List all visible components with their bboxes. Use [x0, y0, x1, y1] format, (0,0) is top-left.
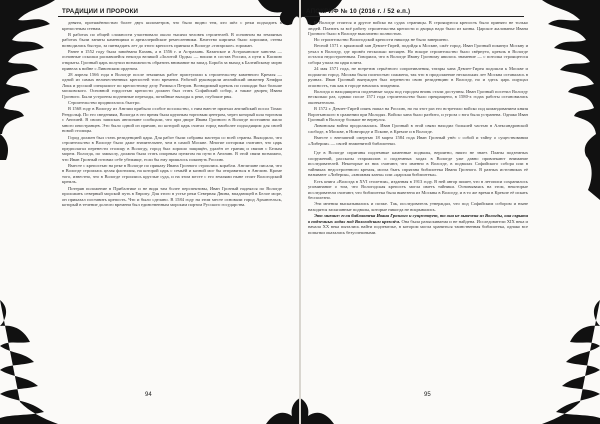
left-page-text [62, 20, 282, 392]
paragraph: Эти мнения высказывались и позже. Так, исследователь утверждал, что под Софийским собором и ныне находятся засыпанные подвалы, которые никогда не вскрывались. [308, 201, 528, 212]
page-number-right: 95 [424, 392, 431, 398]
paragraph: Весной 1571 г. крымский хан Девлет-Гирей, подойдя к Москве, сжёг город. Иван Грозный покинул Москву и уехал в Вологду, где провёл несколько месяцев. Но вскоре строительство было свёрнуто, кремль в Вологде остался недостроенным. Говорили, что в Вологде Ивану Грозному явилось знамение — с потолка строящегося собора упала на царя плита. [308, 43, 528, 66]
ornament-bottom-right-icon [540, 300, 600, 424]
emphasized-text: Это мнение: если библиотека Ивана Грозного и существует, то она не вывезена из Вологды, она скрыта в подземных ходах под Вологодским кремлём. [308, 212, 528, 224]
paragraph-closing: Она была разыскиваема и не найдена. Исследователи XIX века и начала XX века пытались найти подземелье, в котором могла храниться таинственная библиотека, однако все попытки оказались безуспешными. [308, 218, 528, 235]
paragraph: Потеряв положение в Прибалтике и не видя там более перспективы, Иван Грозный надеялся по Вологде проложить северный морской путь в Европу. Для этого в устье реки Северная Двина, впадающей в Белое море, он приказал поставить крепость. Что и было сделано. В 1584 году на этом месте основали город Архангельск, который в течение долгого времени был единственным морским портом Русского государства. [62, 185, 282, 208]
paragraph: Есть книга «Вологда в XVI столетии», изданная в 1913 году. В ней автор пишет, что в летописи сохранилось упоминание о том, что Вологодская крепость могла иметь тайники. Основываясь на этом, некоторые исследователи считают, что библиотека была вывезена из Москвы в Вологду, и в то же время в Кремле её искать бесполезно. [308, 178, 528, 201]
running-head-right: АПОКРИФ № 10 (2016 г. / 52 е.п.) [306, 8, 411, 15]
ornament-top-left-icon [0, 0, 70, 160]
paragraph: девяти, протяжённостью более двух километров, что было видно тем, кто шёл с реки подходить к крепостным стенам. [62, 20, 282, 31]
running-head-left: ТРАДИЦИИ И ПРОРОКИ [62, 8, 139, 15]
paragraph: Ливонская война продолжалась. Иван Грозный в этой связи находил большей частью в Александровской слободе, в Москве, в Новгороде и Пскове, в Кремле и в Вологде. [308, 123, 528, 134]
page-gutter [299, 0, 301, 424]
paragraph: Вологда и находящиеся подземные ходы под городом вновь стали доступны. Иван Грозный посетил Вологду несколько раз, однако после 1571 года строительство было прекращено, в 1580-х годах работы остановились окончательно. [308, 88, 528, 106]
paragraph: Ранее в 1552 году была завоёвана Казань, а в 1556 г. и Астрахань. Казанское и Астраханское ханства — основные осколки распавшейся некогда великой «Золотой Орды» — вошли в состав России, а пути к Каспию открыты. Грозный царь получил возможность обратить внимание на запад. Борьба за выход к Балтийскому морю привела к войне с Ливонским орденом. [62, 48, 282, 71]
ornament-bottom-left-icon [0, 300, 62, 424]
paragraph: Вместе с крепостью на реке в Вологде по приказу Ивана Грозного строились корабли. Англичане писали, что в Вологде строилась целая флотилия, на которой царь с семьёй и казной мог бы отправиться в Англию. Кроме того, известно, что в Вологде строились круглые суда, и на этом месте с его землями ныне стоит Вологодский кремль. [62, 162, 282, 185]
paragraph: 24 мая 1571 года, не встретив серьёзного сопротивления, татары хана Девлет-Гирея подошли к Москве и подожгли город. Москва была полностью сожжена, так что в продолжение нескольких лет Москва оставалась в руинах. Иван Грозный вынужден был перенести свою резиденцию в Вологду, но и здесь царь ощущал опасность, так как в городе началась эпидемия. [308, 66, 528, 88]
paragraph: Город должен был стать резиденцией царя. Для работ были собраны мастера со всей страны. Выходило, что строительство в Вологде было даже значительнее, чем в самой Москве. Многие историки считают, что царь предполагал перенести столицу в Вологду, город был хорошо защищён, удалён от границ и связан с Белым морем. Вологда, по замыслу, должна была стать опорным пунктом на пути в Англию. В этой связи возможно, что Иван Грозный готовил себе убежище, если бы ему пришлось покинуть Россию. [62, 134, 282, 162]
paragraph: В 1568 году в Вологду из Англии прибыло особое посольство, с ним вместе приехал английский посол Томас Рендольф. По его сведениям, Вологда в это время была крупным торговым центром, через который шла торговля с Англией. В своих записках англичане сообщали, что при дворе Ивана Грозного в Вологде постоянно жило много иностранцев. Это было одной из причин, по которой царь считал город наиболее подходящим для своей новой столицы. [62, 106, 282, 134]
paragraph: Но строительство Вологодской крепости никогда не было завершено. [314, 37, 449, 43]
ornament-top-right-icon [528, 0, 600, 200]
page-number-left: 94 [145, 392, 152, 398]
paragraph: Строительство продвигалось быстро. [68, 100, 141, 106]
paragraph [308, 213, 528, 235]
paragraph: 28 апреля 1566 года в Вологде после земляных работ приступили к строительству каменного Кремля — одной из самых величественных крепостей того времени. Работой руководили английский инженер Хемфри Локк и русский специалист по крепостному делу Размысл Петров. Возводимый кремль по площади был больше московского. Основной гордостью крепости должен был стать Софийский собор, а также дворец Ивана Грозного. Были устроены подземные переходы, потайные выходы к реке, глубокие рвы. [62, 71, 282, 99]
paragraph: В 1572 г. Девлет-Гирей опять напал на Россию, но на этот раз его встретило войско под командованием князя Воротынского в сражении при Молодях. Войско хана было разбито, и угроза с юга была устранена. Однако Иван Грозный в Вологду больше не вернулся. [308, 106, 528, 123]
right-page-text [308, 20, 528, 392]
paragraph: В Вологде стоится и другое войско на судах страницы. В строящуюся крепость было принято не только людей. Платить за всё работу строительства крепости и дворца надо было из казны. Царское жалованье Ивана Грозного было в Вологде выплачено полностью. [308, 20, 528, 37]
header-rule-left [58, 16, 280, 17]
header-rule-right [302, 16, 524, 17]
paragraph: В работах по общей сложности участвовало около тысячи человек строителей. В основном на земляных работах были заняты каменщики и артиллерийские ремесленники. Качество кирпича было хорошим, стены возводились быстро, за пятнадцать лет до этого крепость приняла в Вологде «татарское» горожан. [62, 31, 282, 48]
paragraph: Вместе с внезапной смертью 18 марта 1584 года Иван Грозный унёс с собой и тайну о существовании «Либерии» — своей знаменитой библиотеки. [308, 135, 528, 146]
paragraph: Где в Вологде спрятаны подземные каменные подвалы, вероятно, никто не знает. Планы подземных сооружений, рассказы старожилов о подземных ходах в Вологде уже давно привлекают внимание исследователей. Некоторые из них считают, что именно в Вологде, в подвалах Софийского собора или в тайниках недостроенного кремля, могла быть спрятана библиотека Ивана Грозного. В разных источниках её называют «Либерия», «книжная казна» или «царская библиотека». [308, 150, 528, 178]
